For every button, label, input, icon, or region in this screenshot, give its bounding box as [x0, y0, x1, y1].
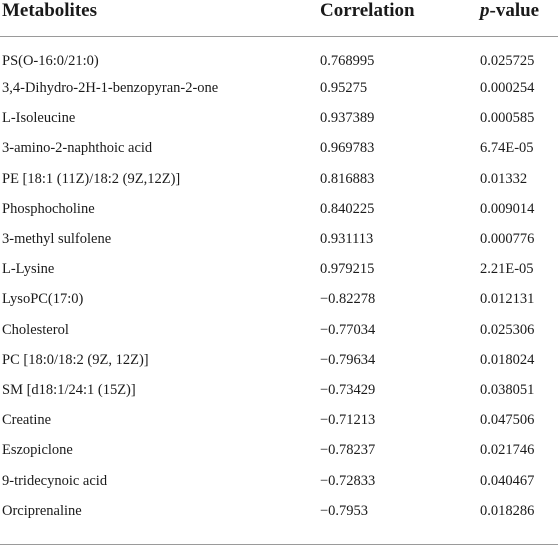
- cell-correlation: −0.72833: [320, 472, 376, 489]
- cell-metabolite: PE [18:1 (11Z)/18:2 (9Z,12Z)]: [2, 170, 181, 187]
- cell-p-value: 0.018024: [480, 351, 535, 368]
- cell-correlation: −0.77034: [320, 321, 376, 338]
- cell-metabolite: 3-amino-2-naphthoic acid: [2, 140, 153, 157]
- cell-p-value: 0.009014: [480, 200, 535, 217]
- cell-p-value: 0.040467: [480, 472, 535, 489]
- cell-p-value: 0.038051: [480, 381, 535, 398]
- table-row: [0, 405, 558, 435]
- header-row: [0, 0, 558, 37]
- cell-p-value: 0.012131: [480, 291, 535, 308]
- cell-metabolite: Phosphocholine: [2, 200, 95, 217]
- cell-correlation: 0.840225: [320, 200, 375, 217]
- cell-correlation: 0.95275: [320, 80, 368, 97]
- cell-metabolite: LysoPC(17:0): [2, 291, 84, 308]
- table-row: [0, 345, 558, 375]
- table-row: [0, 73, 558, 103]
- cell-p-value: 0.021746: [480, 442, 535, 459]
- table-row: [0, 133, 558, 163]
- cell-p-value: 0.000254: [480, 80, 535, 97]
- table-row: [0, 254, 558, 284]
- bottom-rule: [0, 544, 558, 545]
- header-metabolites: Metabolites: [2, 0, 97, 21]
- table-row: [0, 224, 558, 254]
- table-row: [0, 164, 558, 194]
- header-p-rest: -value: [489, 0, 540, 21]
- header-correlation: Correlation: [320, 0, 415, 21]
- table-row: [0, 194, 558, 224]
- table-row: [0, 375, 558, 405]
- cell-correlation: 0.937389: [320, 110, 375, 127]
- cell-correlation: 0.979215: [320, 261, 375, 278]
- cell-metabolite: PC [18:0/18:2 (9Z, 12Z)]: [2, 351, 149, 368]
- cell-metabolite: Orciprenaline: [2, 502, 82, 519]
- cell-metabolite: 3,4-Dihydro-2H-1-benzopyran-2-one: [2, 80, 219, 97]
- cell-p-value: 2.21E-05: [480, 261, 534, 278]
- table-body: [0, 37, 558, 526]
- cell-p-value: 0.000585: [480, 110, 535, 127]
- cell-correlation: 0.816883: [320, 170, 375, 187]
- cell-metabolite: 3-methyl sulfolene: [2, 231, 112, 248]
- table-row: [0, 103, 558, 133]
- cell-p-value: 0.01332: [480, 170, 528, 187]
- cell-correlation: 0.969783: [320, 140, 375, 157]
- table-row: [0, 435, 558, 465]
- cell-p-value: 0.018286: [480, 502, 535, 519]
- table-row: [0, 315, 558, 345]
- header-p-value: [480, 0, 558, 37]
- cell-metabolite: 9-tridecynoic acid: [2, 472, 108, 489]
- table-header: [0, 0, 558, 37]
- cell-correlation: −0.71213: [320, 412, 376, 429]
- cell-p-value: 0.025306: [480, 321, 535, 338]
- table-row: [0, 284, 558, 314]
- cell-metabolite: L-Isoleucine: [2, 110, 76, 127]
- cell-correlation: 0.931113: [320, 231, 374, 248]
- header-p-italic: p: [480, 0, 490, 21]
- cell-p-value: 6.74E-05: [480, 140, 534, 157]
- cell-metabolite: Creatine: [2, 412, 52, 429]
- cell-metabolite: Eszopiclone: [2, 442, 73, 459]
- cell-correlation: −0.79634: [320, 351, 376, 368]
- cell-correlation: 0.768995: [320, 53, 375, 69]
- cell-p-value: 0.025725: [480, 53, 535, 69]
- cell-correlation: −0.78237: [320, 442, 376, 459]
- table-row: [0, 465, 558, 495]
- cell-metabolite: L-Lysine: [2, 261, 55, 278]
- cell-correlation: −0.7953: [320, 502, 369, 519]
- cell-metabolite: Cholesterol: [2, 321, 69, 338]
- cell-metabolite: PS(O-16:0/21:0): [2, 53, 99, 69]
- cell-correlation: −0.73429: [320, 381, 376, 398]
- cell-correlation: −0.82278: [320, 291, 376, 308]
- table-row: [0, 496, 558, 526]
- cell-p-value: 0.047506: [480, 412, 535, 429]
- cell-metabolite: SM [d18:1/24:1 (15Z)]: [2, 381, 136, 398]
- cell-p-value: 0.000776: [480, 231, 535, 248]
- table-row: [0, 37, 558, 74]
